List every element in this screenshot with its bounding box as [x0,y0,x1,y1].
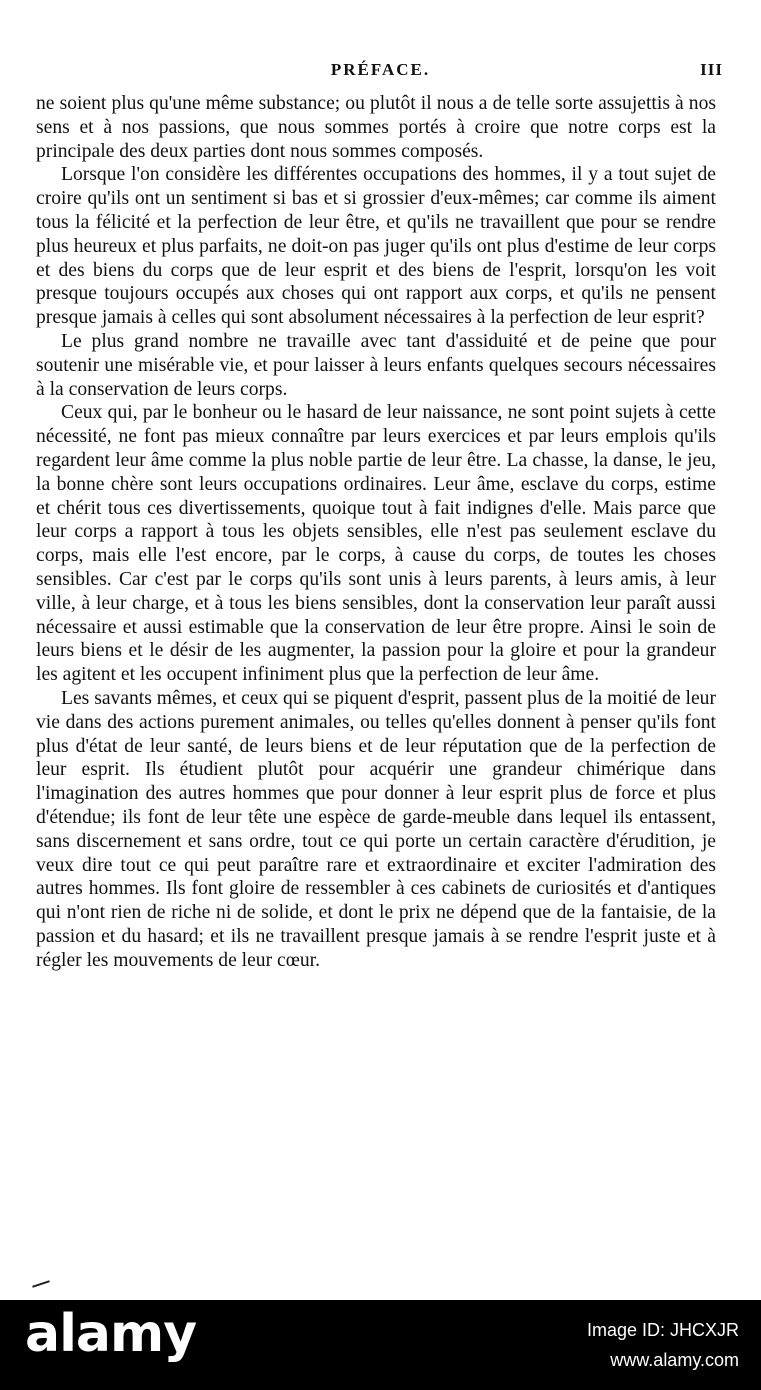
paragraph-continued: ne soient plus qu'une même substance; ou plutôt il nous a de telle sorte assujettis à nos sens et à nos passions, que nous sommes portés à croire que notre corps est la principale des deux parties dont nous sommes composés. [36,93,716,162]
paragraph: Ceux qui, par le bonheur ou le hasard de leur naissance, ne sont point sujets à cette nécessité, ne font pas mieux connaître par leurs exercices et par leurs emplois qu'ils regardent leur âme comme la plus noble partie de leur être. La chasse, la danse, le jeu, la bonne chère sont leurs occupations ordinaires. Leur âme, esclave du corps, estime et chérit tous ces divertissements, quoique tout à fait indignes d'elle. Mais parce que leur corps a rapport à tous les objets sensibles, elle n'est pas seulement esclave du corps, mais elle l'est encore, par le corps, à cause du corps, de toutes les choses sensibles. Car c'est par le corps qu'ils sont unis à leurs parents, à leurs amis, à leur ville, à leur charge, et à tous les biens sensibles, dont la conservation leur paraît aussi nécessaire et aussi estimable que la conservation de leur être propre. Ainsi le soin de leurs biens et le désir de les augmenter, la passion pour la gloire et pour la grandeur les agitent et les occupent infiniment plus que la perfection de leur âme. [36,402,716,686]
page-number: III [700,60,723,79]
paragraph: Les savants mêmes, et ceux qui se piquent d'esprit, passent plus de la moitié de leur vie dans des actions purement animales, ou telles qu'elles donnent à penser qu'ils font plus d'état de leur santé, de leurs biens et de leur réputation que de la perfection de leur esprit. Ils étudient plutôt pour acquérir une grandeur chimérique dans l'imagination des autres hommes que pour donner à leur esprit plus de force et plus d'étendue; ils font de leur tête une espèce de garde-meuble dans lequel ils entassent, sans discernement et sans ordre, tout ce qui porte un certain caractère d'érudition, je veux dire tout ce qui peut paraître rare et extraordinaire et exciter l'admiration des autres hommes. Ils font gloire de ressembler à ces cabinets de curiosités et d'antiques qui n'ont rien de riche ni de solide, et dont le prix ne dépend que de la fantaisie, de la passion et du hasard; et ils ne travaillent presque jamais à se rendre l'esprit juste et à régler les mouvements de leur cœur. [36,687,716,971]
ink-mark [32,1280,50,1287]
body-text [36,92,716,972]
watermark-logo: alamy [25,1304,197,1364]
paragraph: Lorsque l'on considère les différentes occupations des hommes, il y a tout sujet de croire qu'ils ont un sentiment si bas et si grossier d'eux-mêmes; car comme ils aiment tous la félicité et la perfection de leur être, et qu'ils ne travaillent que pour se rendre plus heureux et plus parfaits, ne doit-on pas juger qu'ils ont plus d'estime de leur corps et des biens du corps que de leur esprit et des biens de l'esprit, lorsqu'on les voit presque toujours occupés aux choses qui ont rapport aux corps, et qu'ils ne pensent presque jamais à celles qui sont absolument nécessaires à la perfection de leur esprit? [36,164,716,329]
watermark-url: www.alamy.com [610,1350,739,1370]
watermark-bar [0,1300,761,1390]
watermark-image-id: Image ID: JHCXJR [586,1320,739,1340]
running-title: PRÉFACE. [330,60,431,79]
running-head [36,60,725,84]
paragraph: Le plus grand nombre ne travaille avec tant d'assiduité et de peine que pour soutenir une misérable vie, et pour laisser à leurs enfants quelques secours nécessaires à la conservation de leurs corps. [36,330,716,400]
